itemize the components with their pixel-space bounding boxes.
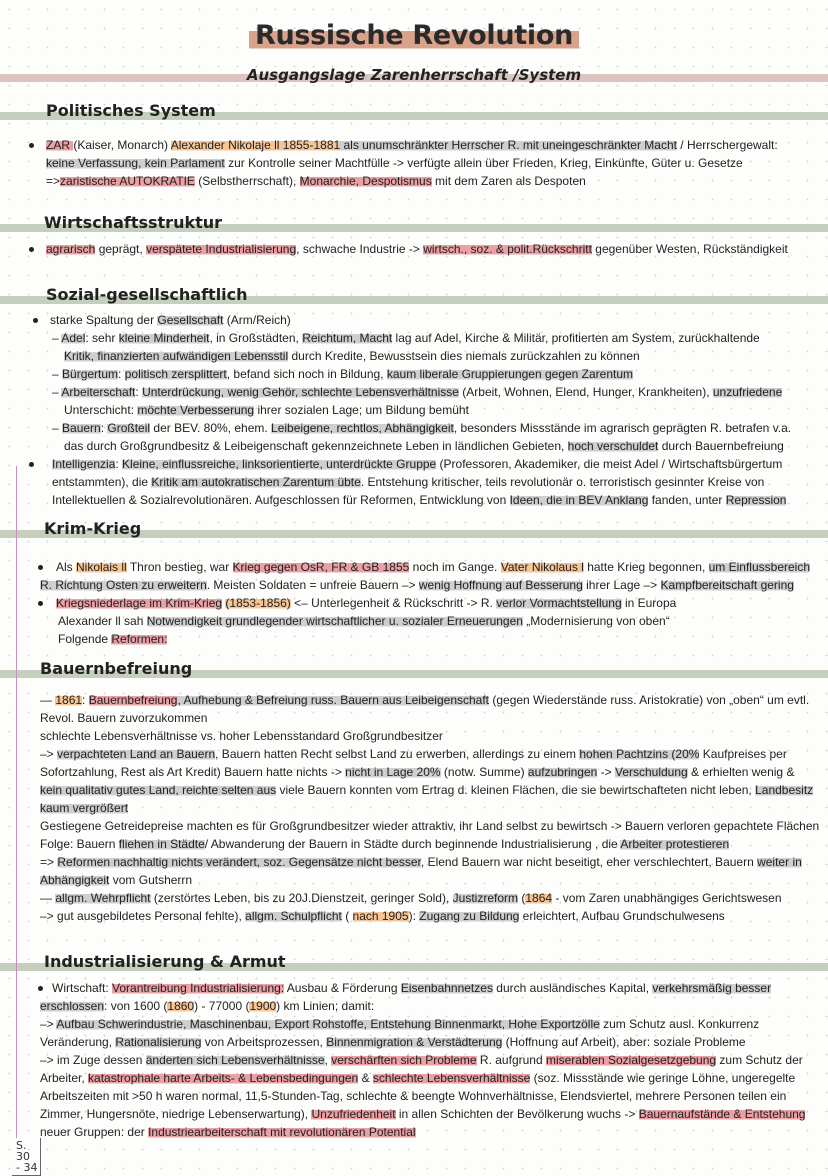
- highlighted-text: keine Verfassung, kein Parlament: [46, 156, 225, 170]
- text-line: [40, 691, 809, 709]
- text-segment: entstammten), die: [52, 475, 152, 489]
- text-line: [40, 799, 128, 817]
- highlighted-text: fliehen in Städte: [118, 837, 205, 851]
- text-line: [46, 172, 586, 190]
- text-segment: durch Bauernbefreiung: [658, 439, 784, 453]
- highlighted-text: Landbesitz: [755, 783, 814, 797]
- text-segment: ) - 77000 (: [194, 999, 250, 1013]
- text-line: [52, 455, 782, 473]
- highlighted-text: als unumschränkter Herrscher R. mit uneingeschränkter Macht: [340, 138, 677, 152]
- text-segment: (Selbstherrschaft),: [194, 174, 300, 188]
- highlighted-text: verschärften sich Probleme: [331, 1053, 477, 1067]
- highlighted-text: kleine Minderheit: [118, 331, 210, 345]
- highlighted-text: Arbeiter protestieren: [620, 837, 730, 851]
- text-segment: R. aufgrund: [476, 1053, 546, 1067]
- highlighted-text: Vorantreibung Industrialisierung:: [112, 981, 285, 995]
- text-segment: (gegen Wiederstände russ. Aristokratie) von „oben“ um evtl.: [489, 693, 810, 707]
- text-segment: Revol. Bauern zuvorzukommen: [40, 711, 208, 725]
- highlighted-text: Aufbau Schwerindustrie, Maschinenbau, Export Rohstoffe, Entstehung Binnenmarkt, Hohe Exportzölle: [56, 1017, 600, 1031]
- highlighted-text: Vater Nikolaus l: [500, 560, 584, 574]
- highlighted-text: zaristische AUTOKRATIE: [60, 174, 195, 188]
- text-segment: , schwache Industrie ->: [296, 242, 424, 256]
- text-segment: erleichtert, Aufbau Grundschulwesens: [519, 909, 725, 923]
- text-segment: , befand sich noch in Bildung,: [226, 367, 387, 381]
- page-reference: [12, 1138, 41, 1176]
- bullet-dot: [29, 143, 34, 148]
- bullet-dot: [29, 247, 34, 252]
- text-segment: ,: [324, 1053, 332, 1067]
- highlighted-text: hohen Pachtzins (20%: [579, 747, 700, 761]
- text-line: [64, 401, 469, 419]
- text-segment: geprägt,: [95, 242, 147, 256]
- highlighted-text: weiter in: [757, 855, 802, 869]
- text-line: [40, 997, 374, 1015]
- highlighted-text: verpachteten Land an Bauern: [57, 747, 216, 761]
- text-segment: : von 1600 (: [104, 999, 168, 1013]
- text-line: [64, 437, 784, 455]
- text-line: [40, 1087, 786, 1105]
- highlighted-text: Gesellschaft: [157, 313, 224, 327]
- text-segment: lag auf Adel, Kirche & Militär, profitierten am System, zurückhaltende: [392, 331, 760, 345]
- text-segment: Arbeiter,: [40, 1071, 89, 1085]
- text-segment: durch ausländisches Kapital,: [492, 981, 653, 995]
- text-segment: Zimmer, Hungersnöte, niedrige Lebenserwartung),: [40, 1107, 312, 1121]
- text-segment: mit dem Zaren als Despoten: [431, 174, 586, 188]
- text-line: [52, 383, 782, 401]
- text-segment: Folgende: [58, 632, 112, 646]
- highlighted-text: Abhängigkeit: [40, 873, 110, 887]
- text-segment: (soz. Missstände wie geringe Löhne, ungeregelte: [530, 1071, 796, 1085]
- text-line: [52, 365, 633, 383]
- text-line: [40, 1105, 805, 1123]
- text-segment: (Arm/Reich): [223, 313, 291, 327]
- highlighted-text: um Einflussbereich: [708, 560, 811, 574]
- text-segment: ) km Linien; damit:: [276, 999, 375, 1013]
- text-segment: (Hoffnung auf Arbeit), aber: soziale Probleme: [502, 1035, 746, 1049]
- text-segment: :: [100, 421, 108, 435]
- text-line: [56, 594, 676, 612]
- section-heading: Sozial-gesellschaftlich: [46, 285, 248, 304]
- text-segment: . Entstehung kritischer, teils revolutionär o. terroristisch gesinnter Kreise von: [360, 475, 765, 489]
- highlighted-text: Kriegsniederlage im Krim-Krieg: [56, 596, 223, 610]
- text-segment: =>: [46, 174, 61, 188]
- text-segment: hatte Krieg begonnen,: [583, 560, 709, 574]
- highlighted-text: Bauern: [62, 421, 101, 435]
- highlighted-text: Bauernaufstände & Entstehung: [638, 1107, 806, 1121]
- text-segment: (Arbeit, Wohnen, Elend, Hunger, Krankheiten),: [458, 385, 713, 399]
- section-heading: Politisches System: [46, 101, 216, 120]
- text-line: [40, 781, 813, 799]
- text-line: [40, 907, 725, 925]
- highlighted-text: Unterdrückung, wenig Gehör, schlechte Lebensverhältnisse: [142, 385, 459, 399]
- highlighted-text: schlechte Lebensverhältnisse: [372, 1071, 531, 1085]
- text-segment: schlechte Lebensverhältnisse vs. hoher Lebensstandard Großgrundbesitzer: [40, 729, 443, 743]
- text-segment: –: [52, 385, 62, 399]
- text-segment: <– Unterlegenheit & Rückschritt -> R.: [290, 596, 497, 610]
- text-segment: =>: [40, 855, 58, 869]
- highlighted-text: Bauernbefreiung: [88, 693, 178, 707]
- text-line: [58, 630, 167, 648]
- highlighted-text: erschlossen: [40, 999, 105, 1013]
- text-line: [46, 154, 743, 172]
- text-line: [40, 727, 443, 745]
- highlighted-text: möchte Verbesserung: [137, 403, 255, 417]
- text-segment: :: [115, 457, 123, 471]
- text-line: [52, 473, 764, 491]
- highlighted-text: Justizreform: [452, 891, 518, 905]
- text-line: [40, 763, 794, 781]
- highlighted-text: unzufriedene: [712, 385, 783, 399]
- highlighted-text: Reichtum, Macht: [302, 331, 393, 345]
- text-segment: –: [52, 367, 63, 381]
- bullet-dot: [38, 601, 43, 606]
- highlighted-text: wirtsch., soz. & polit.Rückschritt: [423, 242, 592, 256]
- text-segment: Folge: Bauern: [40, 837, 119, 851]
- text-line: [40, 835, 729, 853]
- highlighted-text: nach 1905: [352, 909, 409, 923]
- highlighted-text: Großteil: [107, 421, 151, 435]
- text-line: [52, 419, 791, 437]
- text-segment: –>: [40, 1017, 57, 1031]
- text-segment: noch im Gange.: [409, 560, 501, 574]
- text-segment: Arbeitszeiten mit >50 h waren normal, 11,5-Stunden-Tag, schlechte & beengte Wohnverhältnisse, Elendsviertel, mehrere Personen teilen ein: [40, 1089, 787, 1103]
- page-reference-line: - 34: [16, 1161, 38, 1174]
- page-subtitle: Ausgangslage Zarenherrschaft /System: [246, 66, 582, 84]
- text-segment: :: [118, 367, 125, 381]
- text-segment: Thron bestieg, war: [126, 560, 233, 574]
- text-segment: Unterschicht:: [64, 403, 138, 417]
- text-segment: (Professoren, Akademiker, die meist Adel / Wirtschaftsbürgertum: [436, 457, 783, 471]
- highlighted-text: kaum vergrößert: [40, 801, 129, 815]
- text-segment: (: [341, 909, 353, 923]
- text-line: [40, 745, 787, 763]
- section-heading: Krim-Krieg: [44, 519, 142, 538]
- text-line: [40, 1123, 416, 1141]
- highlighted-text: politisch zersplittert: [124, 367, 227, 381]
- text-segment: Ausbau & Förderung: [284, 981, 401, 995]
- highlighted-text: agrarisch: [46, 242, 96, 256]
- text-segment: –: [52, 421, 63, 435]
- highlighted-text: Notwendigkeit grundlegender wirtschaftlicher u. sozialer Erneuerungen: [146, 614, 523, 628]
- highlighted-text: 1900: [249, 999, 277, 1013]
- highlighted-text: allgm. Schulpflicht: [245, 909, 342, 923]
- text-segment: Gestiegene Getreidepreise machten es für Großgrundbesitzer wieder attraktiv, ihr Land selbst zu bewirtsch -> Bauern verloren gepachtete Flächen: [40, 819, 820, 833]
- title-wrap: [0, 20, 828, 51]
- text-segment: (: [518, 891, 526, 905]
- text-segment: / Abwanderung der Bauern in Städte durch beginnende Industrialisierung , die: [204, 837, 621, 851]
- text-segment: gegenüber Westen, Rückständigkeit: [591, 242, 788, 256]
- text-segment: Intellektuellen & Sozialrevolutionären. Aufgeschlossen für Reformen, Entwicklung von: [52, 493, 510, 507]
- highlighted-text: , Aufhebung & Befreiung russ. Bauern aus Leibeigenschaft: [177, 693, 490, 707]
- highlighted-text: kaum liberale Gruppierungen gegen Zarentum: [386, 367, 634, 381]
- text-line: [40, 871, 192, 889]
- highlighted-text: miserablen Sozialgesetzgebung: [545, 1053, 717, 1067]
- text-segment: ihrer sozialen Lage; um Bildung bemüht: [254, 403, 469, 417]
- text-segment: , Bauern hatten Recht selbst Land zu erwerben, allerdings zu einem: [215, 747, 580, 761]
- highlighted-text: Leibeigene, rechtlos, Abhängigkeit: [271, 421, 454, 435]
- text-segment: durch Kredite, Bewusstsein dies niemals zurückzahlen zu können: [288, 349, 640, 363]
- text-line: [40, 853, 802, 871]
- highlighted-text: allgm. Wehrpflicht: [55, 891, 151, 905]
- highlighted-text: Nikolais ll: [76, 560, 127, 574]
- text-segment: –>: [40, 747, 58, 761]
- text-segment: in allen Schichten der Bevölkerung wuchs ->: [395, 1107, 639, 1121]
- text-segment: , Elend Bauern war nicht beseitigt, eher verschlechtert, Bauern: [420, 855, 758, 869]
- highlighted-text: 1864: [525, 891, 553, 905]
- text-segment: - vom Zaren unabhängiges Gerichtswesen: [552, 891, 782, 905]
- bullet-dot: [38, 986, 43, 991]
- highlighted-text: Kampfbereitschaft gering: [660, 578, 794, 592]
- highlighted-text: Kleine, einflussreiche, linksorientierte, unterdrückte Gruppe: [122, 457, 437, 471]
- text-segment: das durch Großgrundbesitz & Leibeigenschaft gekennzeichnete Leben in ländlichen Gebieten,: [64, 439, 568, 453]
- text-segment: (notw. Summe): [440, 765, 528, 779]
- highlighted-text: wenig Hoffnung auf Besserung: [418, 578, 583, 592]
- text-line: [40, 576, 794, 594]
- highlighted-text: Reformen:: [111, 632, 168, 646]
- highlighted-text: Ideen, die in BEV Anklang: [509, 493, 649, 507]
- highlighted-text: änderten sich Lebensverhältnisse: [145, 1053, 325, 1067]
- highlighted-text: Reformen nachhaltig nichts verändert, soz. Gegensätze nicht besser: [57, 855, 421, 869]
- text-segment: –> im Zuge dessen: [40, 1053, 146, 1067]
- text-segment: Veränderung,: [40, 1035, 116, 1049]
- text-segment: vom Gutsherrn: [109, 873, 193, 887]
- highlighted-text: Eisenbahnnetzes: [400, 981, 493, 995]
- text-line: [40, 709, 207, 727]
- text-line: [46, 136, 778, 154]
- highlighted-text: R. Richtung Osten zu erweitern: [40, 578, 207, 592]
- highlighted-text: Rationalisierung: [115, 1035, 202, 1049]
- highlighted-text: Arbeiterschaft: [61, 385, 136, 399]
- text-segment: –> gut ausgebildetes Personal fehlte),: [40, 909, 246, 923]
- highlighted-text: katastrophale harte Arbeits- & Lebensbedingungen: [88, 1071, 359, 1085]
- highlighted-text: Repression: [725, 493, 787, 507]
- text-line: [50, 311, 291, 329]
- highlighted-text: Industriearbeiterschaft mit revolutionären Potential: [148, 1125, 416, 1139]
- highlighted-text: Kritik am autokratischen Zarentum übte: [151, 475, 361, 489]
- text-line: [40, 1069, 795, 1087]
- text-line: [52, 979, 771, 997]
- highlighted-text: 1861: [55, 693, 83, 707]
- text-segment: (Kaiser, Monarch): [73, 138, 171, 152]
- text-segment: ):: [408, 909, 420, 923]
- text-segment: fanden, unter: [648, 493, 726, 507]
- text-line: [40, 1051, 803, 1069]
- text-line: [40, 889, 782, 907]
- text-segment: zur Kontrolle seiner Machtfülle -> verfügte allein über Frieden, Krieg, Einkünfte, Güter u. Gesetze: [224, 156, 743, 170]
- text-segment: Kaufpreises per: [699, 747, 787, 761]
- text-segment: . Meisten Soldaten = unfreie Bauern –>: [206, 578, 419, 592]
- highlighted-text: 1860: [167, 999, 195, 1013]
- highlighted-text: Adel: [61, 331, 86, 345]
- text-segment: Als: [56, 560, 77, 574]
- page-reference-line: S. 30: [16, 1139, 30, 1163]
- text-segment: (zerstörtes Leben, bis zu 20J.Dienstzeit, geringer Sold),: [150, 891, 453, 905]
- text-segment: Wirtschaft:: [52, 981, 113, 995]
- section-heading: Wirtschaftsstruktur: [44, 213, 223, 232]
- bullet-dot: [29, 462, 34, 467]
- highlighted-text: Zugang zu Bildung: [419, 909, 520, 923]
- highlighted-text: Monarchie, Despotismus: [299, 174, 432, 188]
- highlighted-text: (1853-1856): [225, 596, 291, 610]
- subtitle-wrap: [0, 66, 828, 85]
- text-segment: Alexander ll sah: [58, 614, 147, 628]
- highlighted-text: verlor Vormachtstellung: [496, 596, 622, 610]
- text-segment: ihrer Lage –>: [582, 578, 661, 592]
- bullet-dot: [38, 565, 43, 570]
- text-line: [46, 240, 788, 258]
- highlighted-text: kein qualitativ gutes Land, reichte selten aus: [40, 783, 277, 797]
- highlighted-text: Intelligenzia: [52, 457, 116, 471]
- highlighted-text: Bürgertum: [62, 367, 119, 381]
- text-line: [40, 1033, 746, 1051]
- text-segment: / Herrschergewalt:: [676, 138, 778, 152]
- text-segment: zum Schutz ausl. Konkurrenz: [599, 1017, 760, 1031]
- text-line: [58, 612, 670, 630]
- highlighted-text: Binnenmigration & Verstädterung: [326, 1035, 503, 1049]
- bullet-dot: [33, 318, 38, 323]
- highlighted-text: Alexander Nikolaje ll 1855-1881: [170, 138, 341, 152]
- text-segment: von Arbeitsprozessen,: [201, 1035, 327, 1049]
- text-segment: viele Bauern konnten vom Ertrag d. kleinen Flächen, die sie bewirtschafteten nicht leben,: [276, 783, 756, 797]
- text-line: [52, 491, 786, 509]
- highlighted-text: Verschuldung: [614, 765, 688, 779]
- text-segment: , besonders Missstände im agrarisch geprägten R. betrafen v.a.: [453, 421, 792, 435]
- highlighted-text: aufzubringen: [527, 765, 598, 779]
- text-segment: —: [40, 693, 56, 707]
- text-segment: der BEV. 80%, ehem.: [150, 421, 272, 435]
- highlighted-text: verspätete Industrialisierung: [146, 242, 297, 256]
- page-title: Russische Revolution: [249, 20, 579, 51]
- text-segment: in Europa: [621, 596, 677, 610]
- highlighted-text: Kritik, finanzierten aufwändigen Lebensstil: [64, 349, 289, 363]
- section-heading: Industrialisierung & Armut: [44, 952, 286, 971]
- highlighted-text: hoch verschuldet: [567, 439, 659, 453]
- text-line: [52, 329, 760, 347]
- highlighted-text: nicht in Lage 20%: [345, 765, 441, 779]
- text-line: [64, 347, 640, 365]
- text-segment: , in Großstädten,: [209, 331, 303, 345]
- highlighted-text: ZAR: [46, 138, 74, 152]
- text-segment: &: [358, 1071, 373, 1085]
- text-segment: & erhielten wenig &: [687, 765, 795, 779]
- text-line: [56, 558, 810, 576]
- text-segment: „Modernisierung von oben“: [522, 614, 670, 628]
- text-line: [40, 1015, 759, 1033]
- text-segment: —: [40, 891, 56, 905]
- highlighted-text: Unzufriedenheit: [311, 1107, 396, 1121]
- section-heading: Bauernbefreiung: [40, 659, 193, 678]
- text-segment: :: [135, 385, 143, 399]
- text-segment: :: [82, 693, 89, 707]
- text-segment: : sehr: [85, 331, 119, 345]
- text-segment: starke Spaltung der: [50, 313, 158, 327]
- highlighted-text: Krieg gegen OsR, FR & GB 1855: [232, 560, 410, 574]
- text-line: [40, 817, 819, 835]
- text-segment: neuer Gruppen: der: [40, 1125, 149, 1139]
- text-segment: –: [52, 331, 62, 345]
- margin-bracket-line: [16, 466, 17, 1138]
- text-segment: zum Schutz der: [716, 1053, 803, 1067]
- highlighted-text: verkehrsmäßig besser: [652, 981, 772, 995]
- text-segment: ->: [597, 765, 615, 779]
- text-segment: Sofortzahlung, Rest als Art Kredit) Bauern hatte nichts ->: [40, 765, 346, 779]
